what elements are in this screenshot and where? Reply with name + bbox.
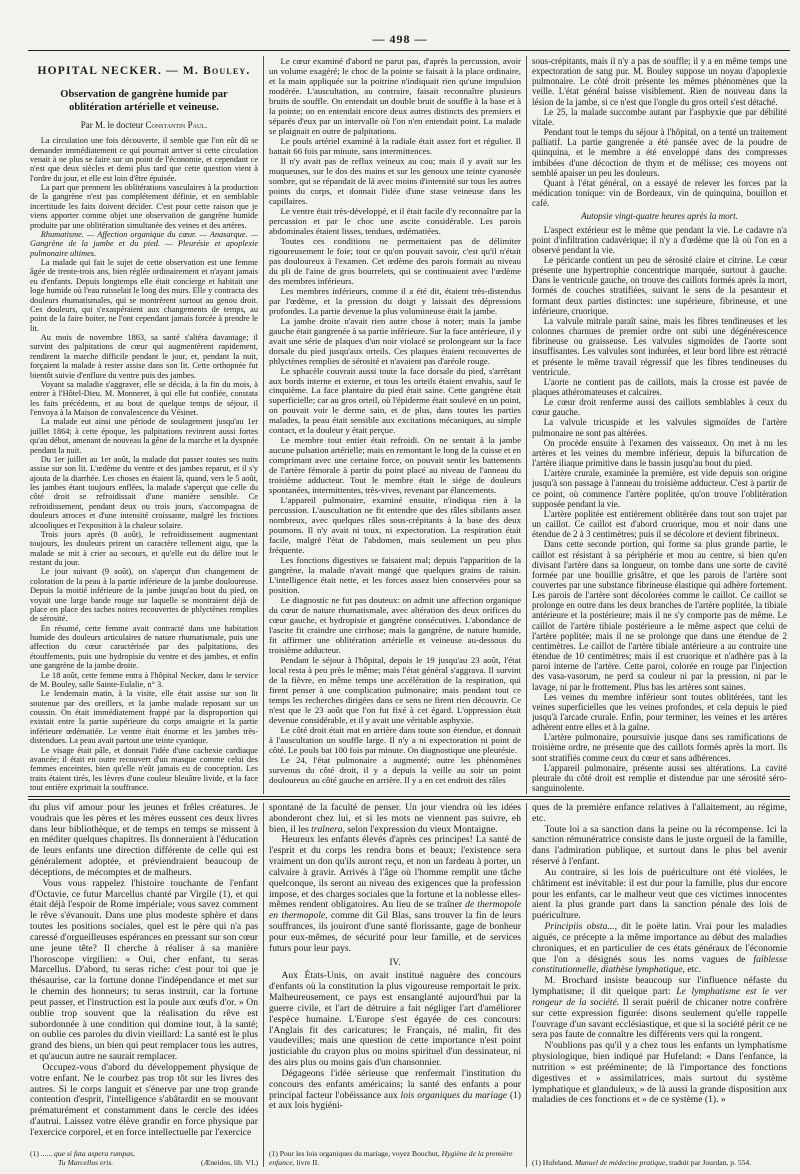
paragraph (269, 56, 521, 136)
paragraph (30, 746, 258, 793)
italic-text: Tu Marcellus eris. (58, 1157, 114, 1167)
text-run: Le pouls artériel examiné à la radiale était assez fort et régulier. Il battait 66 fois par minute, sans intermittences. (269, 135, 521, 156)
text-run: Aux États-Unis, on avait institué naguère des concours d'enfants où la constitution la plus vigoureuse remportait le prix. Malheureusement, ce pays est ensanglanté aujourd'hui par la guerre civile, et l'art de détruire a fait négliger l'art d'améliorer l'espèce humaine. L'Europe s'est égayée de ces concours: l'Anglais fit des caricatures; le Français, né malin, fit des vaudevilles; mais une question de cette importance n'est point justiciable du crayon plus ou moins spirituel d'un dessinateur, ni des airs plus ou moins gais d'un chansonnier. (269, 970, 521, 1069)
paragraph (532, 976, 787, 1041)
paragraph (269, 435, 521, 495)
text-run: Dans cette seconde portion, qui forme sa plus grande partie, le caillot est résistant à sa périphérie et mou au centre, si bien qu'en divisant l'artère dans sa longueur, on tombe dans une sorte de cavité formée par une bouillie grisâtre, et que les parois de l'artère sont couvertes par une substance fibrineuse élastique qui adhère fortement. Les parois de l'artère sont décolorées comme le caillot. Ce caillot se prolonge en outre dans les deux branches de l'artère poplitée, la tibiale antérieure et la postérieure; mais il ne s'y comporte pas de même. Le caillot de l'artère tibiale postérieure a le même aspect que celui de l'artère poplitée; mais il ne se prolonge que dans une étendue de 2 centimètres. Le caillot de l'artère tibiale antérieure a au contraire une étendue de 10 centimètres; mais il est cruorique et n'adhère pas à la paroi interne de l'artère. Cette paroi, colorée en rouge par l'injection des vasa-vasorum, ne perd sa couleur ni par la pression, ni par le lavage, ni par le frottement. Plus bas les artères sont saines. (532, 539, 787, 692)
paragraph (30, 455, 258, 530)
text-run: (1) Pour les lois organiques du mariage, voyez Bouchut, (269, 1148, 442, 1158)
text-run: Heureux les enfants élevés d'après ces principes! La santé de l'esprit et du corps les rendra bons et beaux; l'existence sera vraiment un don qu'ils auront reçu, et non un fardeau à porter, un calvaire à gravir. Arrivés à l'âge où l'homme remplit une tâche quelconque, ils seront au niveau des exigences que la profession impose, et des charges sociales que la fortune et la noblesse elles-mêmes rendent obligatoires. Au lieu de se traîner (269, 834, 521, 911)
paragraph (269, 835, 521, 954)
text-run: N'oublions pas qu'il y a chez tous les enfants un lymphatisme physiologique, bien indiqué par Hufeland: « Dans l'enfance, la nutrition » est prééminente; de là l'importance des fonctions digestives et » assimilatrices, mais surtout du système lymphatique et glanduleux, » de là aussi la grande disposition aux maladies de ces fonctions et » de ce système (1). » (532, 1040, 787, 1106)
italic-text: Manuel de médecine pratique (574, 1157, 666, 1167)
italic-text: Rhumatisme. — Affection organique du cœur. — Anasarque. — Gangrène de la jambe et du pied. — Pleurésie et apoplexie pulmonaire ultimes. (30, 229, 258, 258)
text-run: Du 1er juillet au 1er août, la malade dut passer toutes ses nuits assise sur son lit. L'œdème du ventre et des jambes reparut, et il s'y ajouta de la diarrhée. Les choses en étaient là, quand, vers le 5 août, les jambes étant toujours enflées, la malade s'aperçut que celle du côté droit se refroidissait d'une manière sensible. Ce refroidissement, pendant deux ou trois jours, s'accompagna de douleurs atroces et d'une intensité croissante, malgré les frictions alcooliques et l'exposition à la chaleur solaire. (30, 454, 258, 530)
text-run: Le cœur droit renferme aussi des caillots semblables à ceux du cœur gauche. (532, 397, 787, 418)
bottom-column-2 (269, 803, 521, 1167)
paragraph (269, 286, 521, 316)
text-run: Le 25, la malade succombe autant par l'asphyxie que par débilité vitale. (532, 106, 787, 127)
column-divider (263, 803, 264, 1167)
paragraph (532, 1041, 787, 1106)
text-run: Le cœur examiné d'abord ne parut pas, d'après la percussion, avoir un volume exagéré; le choc de la pointe se faisait à la place ordinaire, et la main appliquée sur la poitrine n'indiquait rien qu'une impulsion modérée. L'auscultation, au contraire, faisait reconnaître plusieurs bruits de souffle. On entendait un double bruit de souffle à la base et à la pointe; on en entendait encore deux autres distincts des premiers et séparés d'eux par un intervalle où l'on n'en entendait point. La malade se plaignait en outre de palpitations. (269, 56, 521, 136)
footnotes (532, 1153, 787, 1167)
paragraph (269, 366, 521, 436)
text-run: Toutes ces conditions ne permettaient pas de délimiter rigoureusement le foie; tout ce qu'on pouvait savoir, c'est qu'il n'était pas douloureux à l'examen. Cet œdème des parois formait au niveau du pli de l'aine de gros bourrelets, qui se continuaient avec l'œdème des membres inférieurs. (269, 235, 521, 286)
text-run: La valvule tricuspide et les valvules sigmoïdes de l'artère pulmonaire ne sont pas altérées. (532, 417, 787, 438)
byline (30, 120, 258, 130)
text-run: Le sphacèle couvrait aussi toute la face dorsale du pied, s'arrêtant aux bords interne et externe, et tous les orteils étaient envahis, sauf le cinquième. La face plantaire du pied était saine. Cette gangrène était superficielle; car au gros orteil, où l'épiderme était soulevé en un point, on pouvait voir le derme sain, et de plus, dans toutes les parties malades, la peau était sensible aux excitations mécaniques, au simple contact, et la douleur y était perçue. (269, 365, 521, 436)
text-run: L'appareil pulmonaire, examiné ensuite, n'indiqua rien à la percussion. L'auscultation ne fit entendre que des râles sibilants assez nombreux, avec quelques râles sous-crépitants à la base des deux poumons. Il n'y avait ni toux, ni expectoration. La respiration était facile, malgré l'état de l'abdomen, mais seulement un peu plus fréquente. (269, 495, 521, 556)
paragraph (269, 206, 521, 236)
text-run: Observation de gangrène humide par oblitération artérielle et veineuse. (60, 88, 228, 114)
text-run: L'aorte ne contient pas de caillots, mais la crosse est pavée de plaques athéromateuses et calcaires. (532, 376, 787, 397)
paragraph (532, 417, 787, 437)
paragraph (269, 1069, 521, 1112)
paragraph (30, 230, 258, 258)
paragraph (532, 225, 787, 255)
footnotes (30, 1144, 258, 1168)
paragraph (532, 468, 787, 509)
paragraph (269, 971, 521, 1068)
column-divider (526, 803, 527, 1167)
text-run: du plus vif amour pour les jeunes et frêles créatures. Je voudrais que les pères et les mères eussent ces deux livres dans leur bibliothèque, et de temps en temps se missent à en méditer quelques chapitres. Ils donneraient à l'éducation de leurs enfants une direction différente de celle qui est généralement adoptée, et préviendraient beaucoup de déceptions, de mécomptes et de malheurs. (30, 803, 258, 878)
text-run: (1) Hufeland, (532, 1157, 575, 1167)
italic-text: Hygiène de la première enfance (269, 1148, 513, 1167)
text-run: Le 18 août, cette femme entra à l'hôpital Necker, dans le service de M. Bouley, salle Sainte-Eulalie, n° 3. (30, 670, 258, 689)
text-run: L'artère pulmonaire, poursuivie jusque dans ses ramifications de troisième ordre, ne présente que des caillots formés après la mort. Ils sont stratifiés comme ceux du cœur et sans adhérences. (532, 732, 787, 763)
italic-text: traînera (311, 823, 343, 835)
article-heading (34, 88, 254, 115)
paragraph (532, 922, 787, 976)
italic-text: lois organiques du mariage (400, 1089, 508, 1101)
text-run: Vous vous rappelez l'histoire touchante de l'enfant d'Octavie, ce futur Marcellus chanté par Virgile (1), et qui était déjà l'espoir de Rome impériale; vous savez comment le rêve s'évanouit. Dans une plus modeste sphère et dans toutes les positions sociales, quel est le père qui n'a pas caressé d'orgueilleuses espérances en pressant sur son cœur une jeune tête? Il cherche à réaliser à sa manière l'horoscope virgilien: « Oui, cher enfant, tu seras Marcellus. D'abord, tu seras riche: c'est pour toi que je thésaurise, car la fortune donne l'indépendance et met sur le chemin des honneurs; tu seras instruit, car la fortune peut passer, et l'instruction est la poule aux œufs d'or. » On oublie trop souvent que la réalisation du rêve est subordonnée à une condition qui domine tout, à la santé; on oublie ces paroles du divin vieillard: La santé est le plus grand des biens, un bien qui peut remplacer tous les autres, et qu'aucun autre ne saurait remplacer. (30, 877, 258, 1063)
italic-text: que si fata aspera rumpas, (54, 1148, 135, 1158)
text-run: , selon l'expression du vieux Montaigne. (342, 823, 498, 835)
paragraph (30, 624, 258, 671)
footnote-line (532, 1158, 787, 1167)
text-run: La jambe droite n'avait rien autre chose à noter; mais la jambe gauche était gangrenée à sa partie inférieure. Sur la face antérieure, il y avait une série de plaques d'un noir violacé se prolongeant sur la face dorsale du pied jusqu'aux orteils. Ces plaques étaient recouvertes de phlyctènes remplies de sérosité et n'avaient pas d'aréole rouge. (269, 315, 521, 366)
footnote-line (30, 1158, 258, 1167)
paragraph (532, 107, 787, 127)
text-run: L'appareil pulmonaire, présente aussi ses altérations. La cavité pleurale du côté droit est remplie et distendue par une sérosité séro-sanguinolente. (532, 762, 787, 794)
right-aligned-text: (Æneidos, lib. VI.) (200, 1157, 258, 1167)
text-run: Il serait puéril de chicaner notre confrère sur cette expression figurée: disons seulement qu'elle rappelle l'ouvrage d'un savant ecclésiastique, et que si la société périt ce ne sera pas faute de connaître les différents vers qui la rongent. (532, 996, 787, 1041)
paragraph (269, 495, 521, 555)
article-title (30, 65, 258, 79)
text-run: Au mois de novembre 1863, sa santé s'altéra davantage; il survint des palpitations de cœur qui augmentèrent rapidement, rendirent la marche difficile pendant le jour, et, pendant la nuit, forçaient la malade à rester assise dans son lit. Cette orthopnée fut bientôt suivie d'enflure du ventre puis des jambes. (30, 333, 258, 380)
paragraph (30, 417, 258, 455)
paragraph (269, 803, 521, 835)
text-run: Voyant sa maladie s'aggraver, elle se décida, à la fin du mois, à entrer à l'Hôtel-Dieu. M. Monneret, à qui elle fut confiée, constata les faits précédents, et au bout de quelque temps de séjour, il l'envoya à la Maison de convalescence du Vésinet. (30, 379, 258, 418)
paragraph (532, 509, 787, 539)
column-body (30, 803, 258, 1144)
text-run: , comme dit Gil Blas, sans trouver la fin de leurs souffrances, ils jouiront d'une santé florissante, gage de bonheur pour eux-mêmes, de sécurité pour leur famille, et de services futurs pour leur pays. (269, 910, 521, 954)
paragraph (532, 692, 787, 733)
italic-text: de thermopole en thermopole (269, 899, 521, 922)
section-heading (269, 958, 521, 969)
paragraph (532, 127, 787, 178)
paragraph (269, 136, 521, 156)
text-run: Les membres inférieurs, comme il a été dit, étaient très-distendus par l'œdème, et la pression du doigt y laissait des dépressions profondes. La partie devenue la plus volumineuse était la jambe. (269, 285, 521, 316)
footnote-line (30, 1149, 258, 1158)
paragraph (30, 380, 258, 418)
text-run: Trois jours après (8 août), le refroidissement augmentant toujours, les douleurs prirent un caractère tellement aigu, que la malade se mit à crier au secours, et qu'elle eut du délire tout le restant du jour. (30, 529, 258, 568)
text-run: La malade qui fait le sujet de cette observation est une femme âgée de trente-trois ans, bien réglée ordinairement et n'ayant jamais eu d'enfants. Depuis longtemps elle était concierge et habitait une loge humide où l'eau ruisselait le long des murs. Elle y contracta des douleurs rhumatismales, qui se montrèrent surtout au genou droit. Ces douleurs, qui s'exaspéraient aux changements de temps, au point de la faire boiter, ne l'ont cependant jamais forcée à prendre le lit. (30, 258, 258, 333)
text-run: En résumé, cette femme avait contracté dans une habitation humide des douleurs articulaires de nature rhumatismale, puis une affection du cœur caractérisée par des palpitations, des étouffements, puis une hydropisie du ventre et des jambes, et enfin une gangrène de la jambe droite. (30, 623, 258, 671)
text-run: La valvule mitrale paraît saine, mais les fibres tendineuses et les colonnes charnues de premier ordre ont subi une dégénérescence fibrineuse ou graisseuse. Les valvules sigmoïdes de l'aorte sont insuffisantes. Les valvules sont indurées, et leur bord libre est rétracté et présente le même travail régressif que les fibres tendineuses du ventricule. (532, 315, 787, 377)
paragraph (269, 755, 521, 785)
text-run: , traduit par Jourdan, p. 554. (665, 1157, 752, 1167)
text-run: Le 24, l'état pulmonaire a augmenté; outre les phénomènes survenus du côté droit, il y a depuis la veille au soir un point douloureux au côté gauche en arrière. Il y a en cet endroit des râles (269, 754, 521, 785)
column-divider (263, 56, 264, 794)
text-run: L'artère crurale, examinée la première, est vide depuis son origine jusqu'à son passage à l'anneau du troisième adducteur. C'est à partir de ce point, où commence l'artère poplitée, qu'on trouve l'oblitération supposée pendant la vie. (532, 468, 787, 509)
text-run: L'aspect extérieur est le même que pendant la vie. Le cadavre n'a point d'infiltration cadavérique; il n'y a d'œdème que là où l'on en a observé pendant la vie. (532, 224, 787, 255)
top-column-2 (269, 56, 521, 794)
text-run: Dégageons l'idée sérieuse que renfermait l'institution du concours des enfants américains; la santé des enfants a pour principal facteur l'obéissance aux (269, 1067, 521, 1101)
paragraph (30, 258, 258, 333)
bottom-column-1 (30, 803, 258, 1167)
text-run: Au contraire, si les lois de puériculture ont été violées, le châtiment est inévitable: il est dur pour la famille, plus dur encore pour les enfants, car le malheur veut que ces victimes innocentes aient la plus grande part dans la sanction pénale des lois de puériculture. (532, 866, 787, 922)
text-run: Le côté droit était mat en arrière dans toute son étendue, et donnait à l'auscultation un souffle large. Il n'y a ni expectoration ni point de côté. Le pouls bat 100 fois par minute. On diagnostique une pleurésie. (269, 724, 521, 755)
text-run: Quant à l'état général, on a essayé de relever les forces par la médication tonique: vin de Bordeaux, vin de quinquina, bouillon et café. (532, 177, 787, 209)
text-run: La part que prennent les oblitérations vasculaires à la production de la gangrène n'est pas complétement définie, et en semblable incertitude les faits doivent décider. C'est pour cette raison que je viens apporter comme objet une observation de gangrène humide produite par une oblitération simultanée des veines et des artères. (30, 183, 258, 230)
italic-text: Principiis obsta... (544, 921, 615, 933)
small-caps-text: Constantin Paul. (145, 120, 208, 131)
text-run: La malade eut ainsi une période de soulagement jusqu'au 1er juillet 1864; à cette époque, les palpitations revinrent aussi fortes qu'au début, amenant de nouveau la gêne de la marche et la dyspnée pendant la nuit. (30, 417, 258, 455)
paragraph (30, 136, 258, 183)
paragraph (269, 655, 521, 725)
text-run: Les veines du membre inférieur sont toutes oblitérées, tant les veines superficielles que les veines profondes, et cela depuis le pied jusqu'à l'arcade crurale. Enfin, pour terminer, les veines et les artères adhèrent entre elles et à la gaîne. (532, 691, 787, 733)
header-rule (28, 50, 790, 51)
paragraph (269, 316, 521, 366)
paragraph (30, 803, 258, 879)
paragraph (269, 236, 521, 286)
text-run: Le visage était pâle, et donnait l'idée d'une cachexie cardiaque avancée; il était en outre recouvert d'un masque comme celui des femmes enceintes, bien qu'elle n'eût jamais eu de conception. Les traits étaient tirés, les lèvres d'une couleur bleuâtre livide, et la face tout entière exprimait la souffrance. (30, 745, 258, 793)
paragraph (532, 316, 787, 377)
text-run: IV. (389, 956, 401, 968)
bottom-column-3 (532, 803, 787, 1167)
text-run: On procède ensuite à l'examen des vaisseaux. On met à nu les artères et les veines du membre inférieur, depuis la bifurcation de l'artère iliaque primitive dans le bassin jusqu'au bout du pied. (532, 437, 787, 469)
italic-text: faiblesse constitutionnelle, diathèse lymphatique (532, 953, 787, 976)
text-run: Le péricarde contient un peu de sérosité claire et citrine. Le cœur présente une hypertrophie concentrique marquée, surtout à gauche. Dans le ventricule gauche, on trouve des caillots formés après la mort, formés de couches stratifiées, suivant le sens de la pesanteur et formant deux parties distinctes: une supérieure, fibrineuse, et une inférieure, cruorique. (532, 254, 787, 316)
text-run: Pendant le séjour à l'hôpital, depuis le 19 jusqu'au 23 août, l'état local resta à peu près le même; mais l'état général s'aggrava. Il survint de la fièvre, en même temps une accélération de la respiration, qui firent penser à une complication pulmonaire; mais pendant tout ce temps les recherches dirigées dans ce sens ne firent rien découvrir. Ce n'est que le 23 août que l'on fut fixé à cet égard. L'oppression était devenue considérable, et il y avait une véritable asphyxie. (269, 655, 521, 725)
text-run: Le lendemain matin, à la visite, elle était assise sur son lit soutenue par des oreillers, et la jambe malade reposant sur un coussin. On était immédiatement frappé par la disproportion qui existait entre la partie supérieure du corps amaigrie et la partie inférieure œdématiée. Le ventre était énorme et les jambes très-distendues. La peau avait partout une teinte cyanique. (30, 689, 258, 746)
paragraph (30, 671, 258, 690)
text-run: , etc. (682, 964, 701, 976)
paragraph (30, 879, 258, 1063)
text-run: Il n'y avait pas de reflux veineux au cou; mais il y avait sur les muqueuses, sur le dos des mains et sur les genoux une teinte cyanosée sombre, qui se répandait de là avec moins d'intensité sur tous les autres points du corps, et donnait l'idée d'une stase veineuse dans les capillaires. (269, 155, 521, 206)
text-run: Pendant tout le temps du séjour à l'hôpital, on a tenté un traitement palliatif. La partie gangrenée a été pansée avec de la poudre de quinquina, et le membre a été enveloppé dans des compresses imbibées d'une décoction de thym et de mélisse; ces moyens ont semblé apaiser un peu les douleurs. (532, 127, 787, 178)
footnote-line (269, 1149, 521, 1168)
italic-text: Autopsie vingt-quatre heures après la mort. (581, 211, 738, 222)
text-run: spontané de la faculté de penser. Un jour viendra où les idées abonderont chez lui, et si les mots ne viennent pas suivre, eh bien, il les (269, 803, 521, 835)
section-rule (28, 796, 790, 800)
text-run: M. Brochard insiste beaucoup sur l'influence néfaste du lymphatisme; il dit quelque part: (532, 975, 787, 998)
paragraph (532, 868, 787, 922)
text-run: (1) ...... (30, 1148, 55, 1158)
text-run: Le diagnostic ne fut pas douteux: on admit une affection organique du cœur de nature rhumatismale, avec altération des deux orifices du cœur gauche, et hydropisie et gangrène consécutives. L'abondance de l'ascite fit craindre une cirrhose; mais la gangrène, de nature humide, fit affirmer une oblitération artérielle et veineuse au-dessous du troisième adducteur. (269, 595, 521, 656)
text-run: sous-crépitants, mais il n'y a pas de souffle; il y a en même temps une expectoration de sang pur. M. Bouley suppose un noyau d'apoplexie pulmonaire. Le côté droit présente les mêmes phénomènes que la veille. L'état général baisse visiblement. Rien de nouveau dans la lésion de la jambe, si ce n'est que l'ongle du gros orteil s'est détaché. (532, 56, 787, 107)
paragraph (269, 725, 521, 755)
paragraph (30, 183, 258, 230)
page-number: — 498 — (372, 32, 428, 46)
text-run: Le jour suivant (9 août), on s'aperçut d'un changement de coloration de la peau à la partie inférieure de la jambe douloureuse. Depuis la moitié inférieure de la jambe jusqu'au bout du pied, on voyait une large bande rouge sur laquelle se montraient déjà de place en place des taches noires recouvertes de phlyctènes remplies de sérosité. (30, 567, 258, 624)
paragraph (532, 377, 787, 397)
column-divider (526, 56, 527, 794)
paragraph (532, 539, 787, 691)
paragraph (532, 732, 787, 762)
top-column-1 (30, 56, 258, 794)
text-run: Toute loi a sa sanction dans la peine ou la récompense. Ici la sanction rémunératrice consiste dans le juste orgueil de la famille, dans l'admiration publique, et surtout dans le plus bel avenir réservé à l'enfant. (532, 823, 787, 868)
text-run: HOPITAL NECKER. — M. (37, 65, 204, 77)
text-run: L'artère poplitée est entièrement oblitérée dans tout son trajet par un caillot. Ce caillot est d'abord cruorique, mou et noir dans une étendue de 2 à 3 centimètres; puis il se décolore et devient fibrineux. (532, 508, 787, 540)
column-body (532, 803, 787, 1153)
paragraph (30, 333, 258, 380)
text-run: Par M. le docteur (80, 120, 146, 131)
paragraph (30, 1063, 258, 1139)
paragraph (30, 567, 258, 623)
text-run: (1) et aux lois hygiéni- (269, 1089, 521, 1112)
paragraph (532, 438, 787, 468)
italic-text: Le lymphatisme est le ver rongeur de la société. (532, 986, 787, 1008)
paragraph (532, 178, 787, 208)
text-run: , livre II. (292, 1157, 320, 1167)
paragraph (532, 255, 787, 316)
text-run: ques de la première enfance relatives à l'allaitement, au régime, etc. (532, 803, 787, 824)
paragraph (269, 156, 521, 206)
paragraph (532, 56, 787, 107)
footnotes (269, 1144, 521, 1168)
paragraph (30, 689, 258, 745)
paragraph (532, 763, 787, 793)
paragraph (269, 595, 521, 655)
paragraph (532, 825, 787, 868)
top-column-3 (532, 56, 787, 794)
paragraph (269, 555, 521, 595)
text-run: Le ventre était très-développé, et il était facile d'y reconnaître par la percussion et par le choc une ascite considérable. Les parois abdominales étaient lisses, tendues, œdématiées. (269, 205, 521, 236)
paragraph (532, 803, 787, 825)
section-heading (532, 211, 787, 221)
paragraph (532, 397, 787, 417)
text-run: La circulation une fois découverte, il semble que l'on eût dû se demander immédiatement ce qui pourrait arriver si cette circulation venait à ne plus se faire sur un point de l'économie, et cependant ce n'est que deux siècles et demi plus tard que cette question vient à l'ordre du jour, et elle est loin d'être épuisée. (30, 136, 258, 183)
text-run: , dit le poëte latin. Vrai pour les maladies aiguës, ce précepte a la même importance au début des maladies chroniques, et en particulier de ces états généraux de l'économie que l'on a désignés sous les noms vagues de (532, 921, 787, 965)
text-run: Le membre tout entier était refroidi. On ne sentait à la jambe aucune pulsation artérielle; mais en remontant le long de la cuisse et en comprimant avec une certaine force, on pouvait sentir les battements de l'artère fémorale à partir du point placé au niveau de l'anneau du troisième adducteur. Tout le membre était le siége de douleurs spontanées, intermittentes, très-vives, revenant par élancements. (269, 435, 521, 496)
small-caps-text: Bouley. (203, 65, 251, 77)
column-body (269, 803, 521, 1144)
text-run: Occupez-vous d'abord du développement physique de votre enfant. Ne le courbez pas trop tôt sur les livres des autres. Si le corps languit et s'énerve par une trop grande contention d'esprit, l'intelligence s'abâtardit en se mouvant prématurément et constamment dans le cercle des idées d'autrui. Laissez votre élève grandir en force physique par l'exercice corporel, et en force intellectuelle par l'exercice (30, 1061, 258, 1138)
text-run: Les fonctions digestives se faisaient mal; depuis l'apparition de la gangrène, la malade n'avait mangé que quelques grains de raisin. L'intelligence était nette, et les forces assez bien conservées pour sa position. (269, 555, 521, 596)
paragraph (30, 530, 258, 568)
